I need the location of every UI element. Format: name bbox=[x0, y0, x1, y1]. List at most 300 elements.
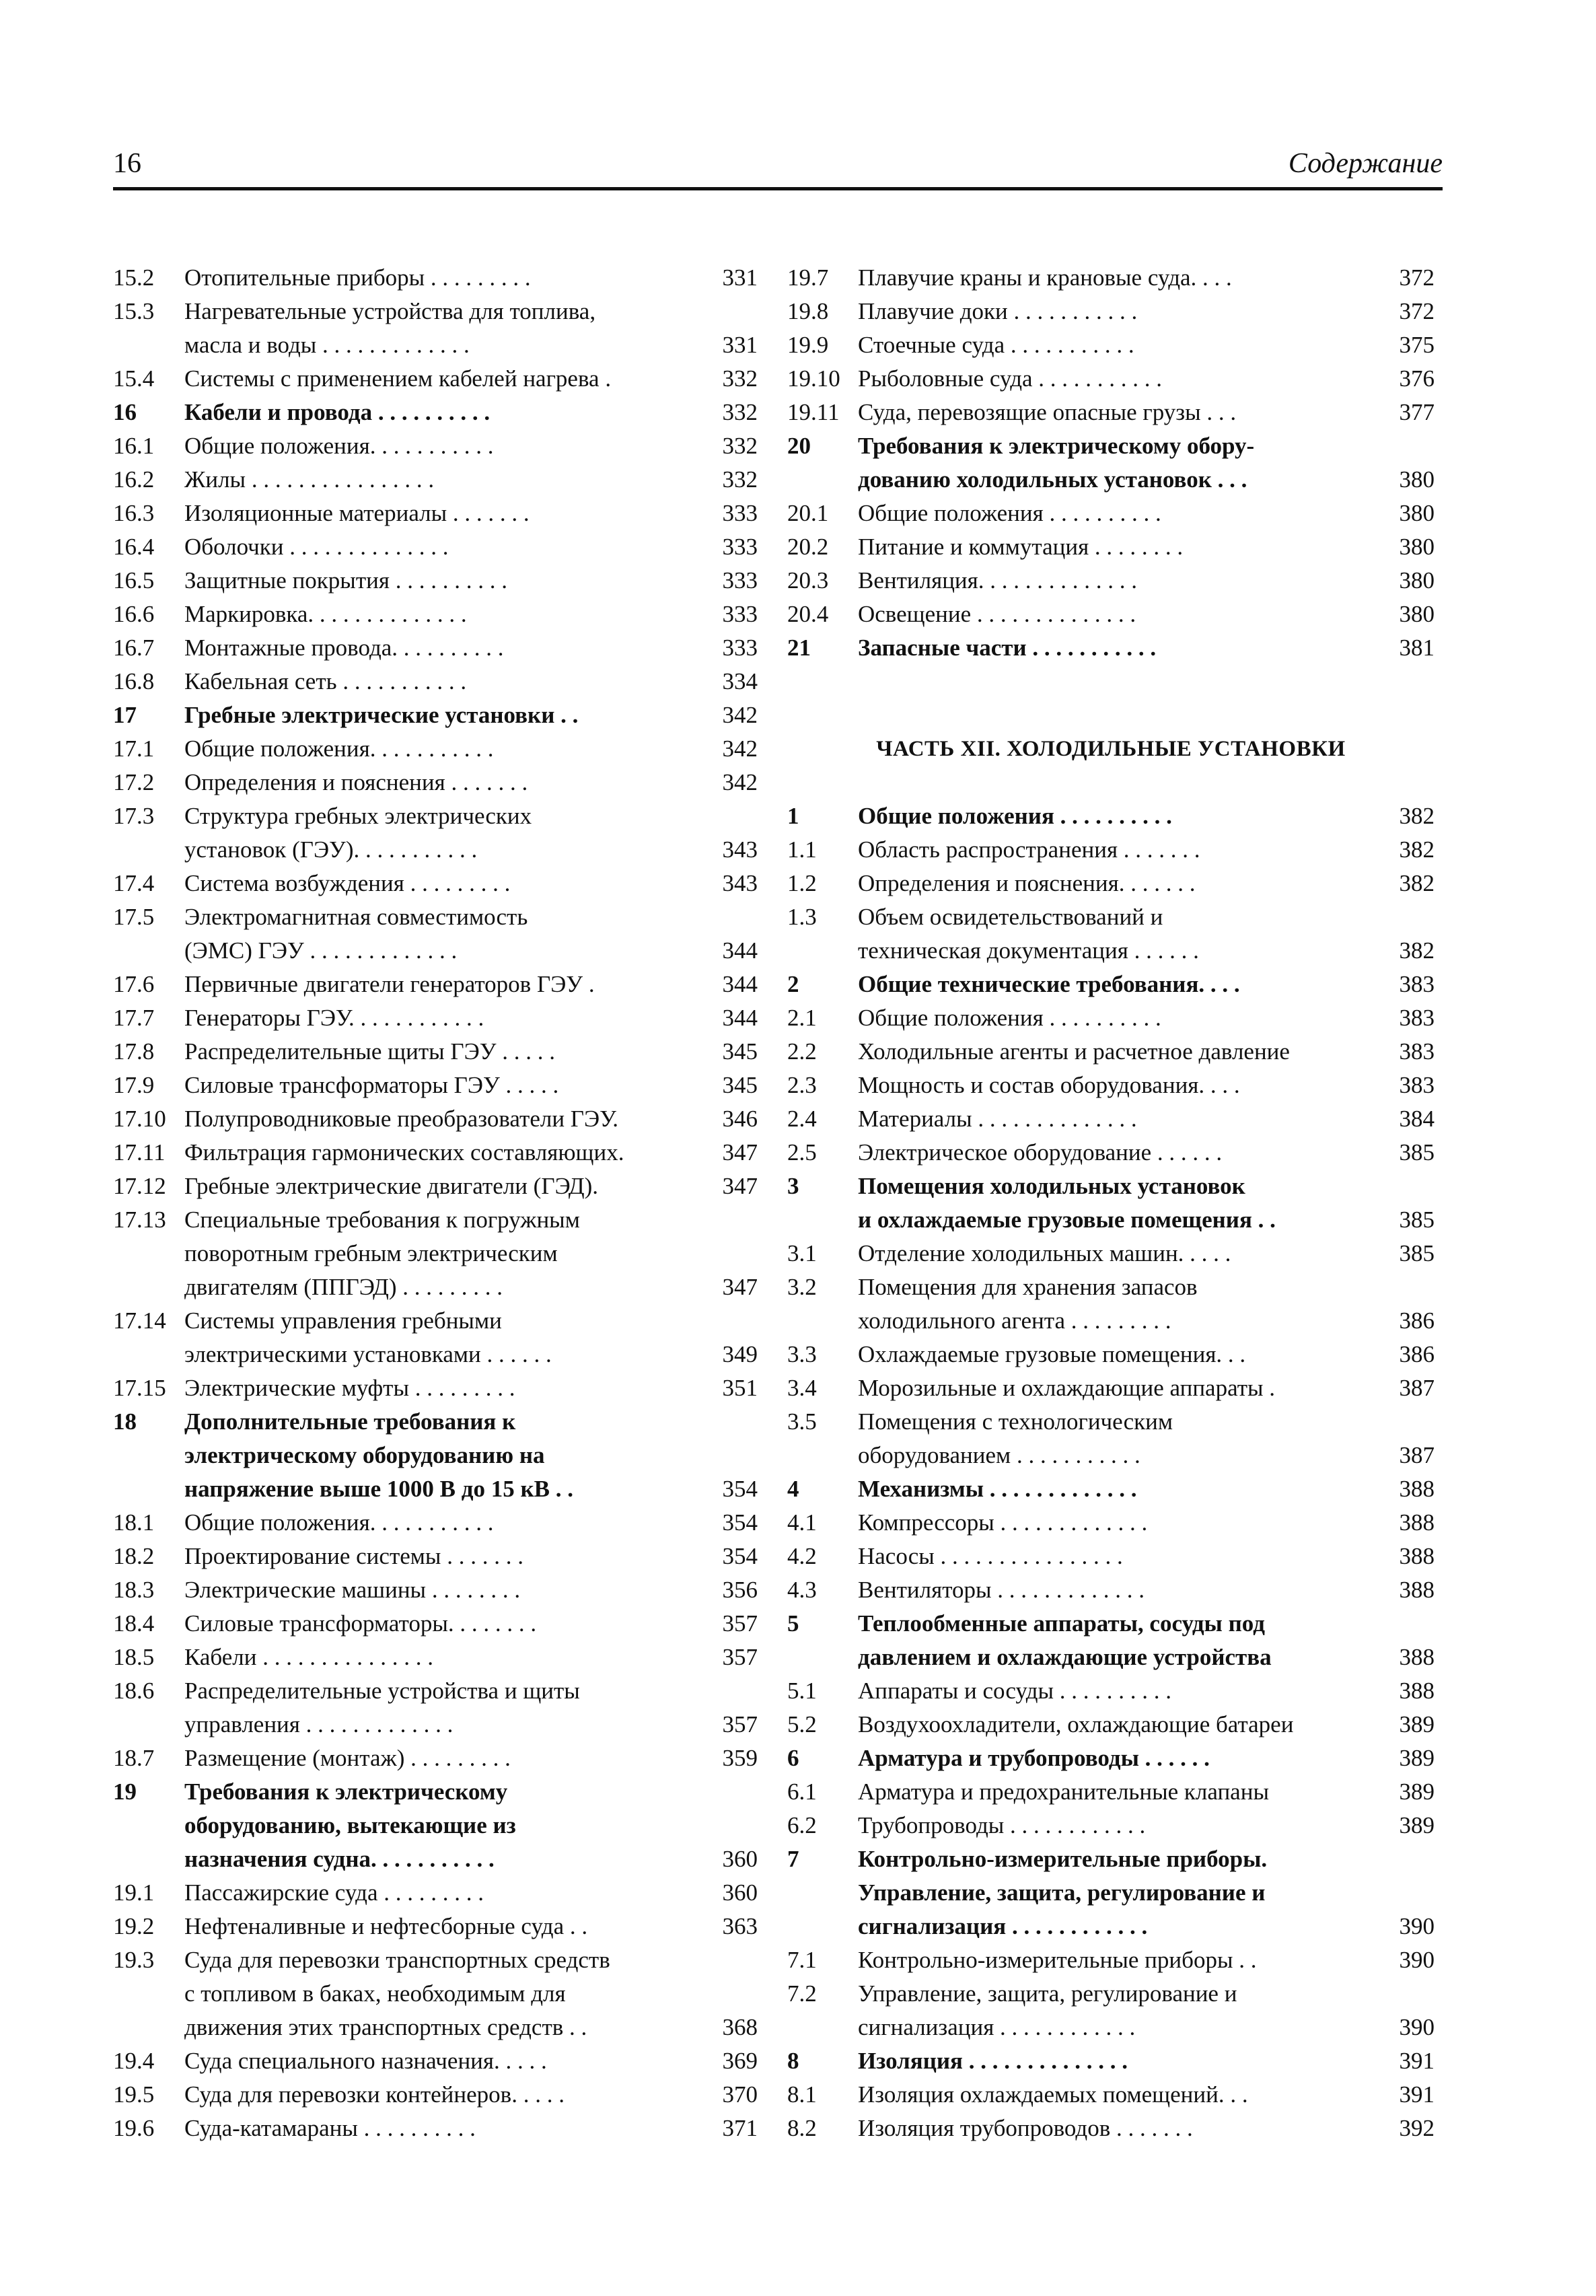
toc-entry bbox=[113, 867, 758, 900]
toc-entry-title: Изоляционные материалы . . . . . . . bbox=[184, 500, 530, 526]
toc-entry-title: Гребные электрические установки . . bbox=[184, 702, 579, 728]
toc-entry-page: 388 bbox=[1399, 1577, 1435, 1603]
toc-entry-title: Электрическое оборудование . . . . . . bbox=[858, 1139, 1223, 1165]
toc-entry-title: Охлаждаемые грузовые помещения. . . bbox=[858, 1341, 1246, 1367]
toc-entry-title: Изоляция трубопроводов . . . . . . . bbox=[858, 2115, 1193, 2141]
toc-entry-number: 19.5 bbox=[113, 2081, 155, 2108]
toc-entry bbox=[113, 1001, 758, 1035]
toc-entry-number: 16.1 bbox=[113, 433, 155, 459]
toc-entry-number: 3 bbox=[787, 1173, 799, 1199]
toc-entry bbox=[113, 1506, 758, 1540]
toc-entry-number: 16.3 bbox=[113, 500, 155, 526]
toc-entry-number: 19 bbox=[113, 1779, 137, 1805]
toc-entry-title: Дополнительные требования к электрическому оборудованию на напряжение выше 1000 В до 15 кВ . . bbox=[184, 1408, 573, 1502]
toc-entry bbox=[113, 1674, 758, 1742]
toc-entry-page: 346 bbox=[722, 1106, 758, 1132]
toc-entry bbox=[113, 2044, 758, 2078]
toc-entry-page: 333 bbox=[722, 601, 758, 627]
toc-entry-title: Монтажные провода. . . . . . . . . . bbox=[184, 635, 504, 661]
toc-entry bbox=[787, 598, 1435, 631]
toc-entry-page: 380 bbox=[1399, 534, 1435, 560]
toc-entry-title: Размещение (монтаж) . . . . . . . . . bbox=[184, 1745, 511, 1771]
toc-entry-number: 15.3 bbox=[113, 298, 155, 324]
toc-entry-title: Суда, перевозящие опасные грузы . . . bbox=[858, 399, 1237, 425]
toc-entry-page: 388 bbox=[1399, 1678, 1435, 1704]
toc-entry-number: 17.14 bbox=[113, 1307, 166, 1334]
toc-entry-title: Специальные требования к погружным поворотным гребным электрическим двигателям (ППГЭД) . . . . . . . . . bbox=[184, 1207, 580, 1300]
toc-entry-number: 2.2 bbox=[787, 1038, 817, 1065]
toc-entry-number: 17.5 bbox=[113, 904, 155, 930]
toc-entry-title: Кабельная сеть . . . . . . . . . . . bbox=[184, 668, 467, 694]
toc-entry-number: 17.9 bbox=[113, 1072, 155, 1098]
toc-entry bbox=[787, 1102, 1435, 1136]
toc-entry-page: 333 bbox=[722, 500, 758, 526]
toc-entry-number: 17.1 bbox=[113, 736, 155, 762]
toc-entry bbox=[113, 2078, 758, 2112]
toc-entry-number: 2.1 bbox=[787, 1005, 817, 1031]
toc-entry-page: 347 bbox=[722, 1139, 758, 1165]
toc-entry-page: 360 bbox=[722, 1846, 758, 1872]
toc-entry-page: 388 bbox=[1399, 1543, 1435, 1569]
toc-entry bbox=[787, 1237, 1435, 1270]
toc-entry-page: 344 bbox=[722, 1005, 758, 1031]
toc-entry-number: 18.5 bbox=[113, 1644, 155, 1670]
toc-entry-number: 17.13 bbox=[113, 1207, 166, 1233]
toc-entry bbox=[787, 631, 1435, 665]
toc-entry-number: 20.4 bbox=[787, 601, 829, 627]
toc-entry-number: 17.4 bbox=[113, 870, 155, 896]
toc-entry-title: Контрольно-измерительные приборы . . bbox=[858, 1947, 1257, 1973]
toc-entry-title: Рыболовные суда . . . . . . . . . . . bbox=[858, 365, 1163, 392]
toc-entry bbox=[113, 1742, 758, 1775]
toc-entry-number: 1.3 bbox=[787, 904, 817, 930]
toc-entry-title: Отделение холодильных машин. . . . . bbox=[858, 1240, 1231, 1266]
toc-entry-number: 19.10 bbox=[787, 365, 840, 392]
toc-entry-page: 387 bbox=[1399, 1442, 1435, 1468]
toc-entry bbox=[787, 1977, 1435, 2044]
toc-entry-page: 344 bbox=[722, 971, 758, 997]
toc-entry-title: Электрические муфты . . . . . . . . . bbox=[184, 1375, 515, 1401]
toc-entry-title: Силовые трансформаторы ГЭУ . . . . . bbox=[184, 1072, 559, 1098]
toc-entry bbox=[787, 1338, 1435, 1371]
toc-entry-page: 380 bbox=[1399, 601, 1435, 627]
toc-entry-title: Материалы . . . . . . . . . . . . . . bbox=[858, 1106, 1137, 1132]
toc-entry-title: Изоляция охлаждаемых помещений. . . bbox=[858, 2081, 1248, 2108]
toc-entry-number: 20.3 bbox=[787, 567, 829, 594]
toc-entry bbox=[787, 1708, 1435, 1742]
toc-entry-title: Изоляция . . . . . . . . . . . . . . bbox=[858, 2048, 1128, 2074]
toc-entry-title: Определения и пояснения . . . . . . . bbox=[184, 769, 528, 795]
toc-entry-title: Кабели и провода . . . . . . . . . . bbox=[184, 399, 491, 425]
toc-entry-number: 19.3 bbox=[113, 1947, 155, 1973]
toc-entry bbox=[113, 1170, 758, 1203]
toc-entry-title: Первичные двигатели генераторов ГЭУ . bbox=[184, 971, 595, 997]
page-number: 16 bbox=[113, 148, 141, 179]
toc-entry-title: Общие положения . . . . . . . . . . bbox=[858, 1005, 1161, 1031]
toc-entry-number: 15.2 bbox=[113, 264, 155, 291]
toc-entry-number: 2 bbox=[787, 971, 799, 997]
toc-entry bbox=[113, 295, 758, 362]
toc-entry-title: Суда для перевозки транспортных средств с топливом в баках, необходимым для движения этих транспортных средств . . bbox=[184, 1947, 610, 2040]
toc-entry-number: 3.5 bbox=[787, 1408, 817, 1435]
toc-entry-number: 17.6 bbox=[113, 971, 155, 997]
toc-entry bbox=[787, 1405, 1435, 1472]
toc-entry-page: 343 bbox=[722, 870, 758, 896]
toc-entry-number: 19.9 bbox=[787, 332, 829, 358]
toc-entry-number: 5 bbox=[787, 1610, 799, 1637]
toc-entry bbox=[787, 2078, 1435, 2112]
toc-entry-page: 332 bbox=[722, 365, 758, 392]
toc-entry-title: Морозильные и охлаждающие аппараты . bbox=[858, 1375, 1276, 1401]
toc-entry-title: Требования к электрическому оборудованию, вытекающие из назначения судна. . . . . . . . . . . bbox=[184, 1779, 516, 1872]
toc-entry-page: 332 bbox=[722, 466, 758, 493]
toc-entry-page: 371 bbox=[722, 2115, 758, 2141]
toc-entry-title: Системы с применением кабелей нагрева . bbox=[184, 365, 612, 392]
toc-entry-number: 7.2 bbox=[787, 1980, 817, 2007]
toc-entry-number: 19.11 bbox=[787, 399, 840, 425]
toc-entry-page: 386 bbox=[1399, 1307, 1435, 1334]
toc-entry-page: 345 bbox=[722, 1038, 758, 1065]
toc-entry-number: 17.3 bbox=[113, 803, 155, 829]
toc-entry-page: 387 bbox=[1399, 1375, 1435, 1401]
toc-entry bbox=[113, 1943, 758, 2044]
toc-entry bbox=[113, 631, 758, 665]
toc-entry-page: 382 bbox=[1399, 937, 1435, 964]
toc-entry-title: Насосы . . . . . . . . . . . . . . . . bbox=[858, 1543, 1123, 1569]
toc-entry-page: 380 bbox=[1399, 466, 1435, 493]
toc-entry-page: 391 bbox=[1399, 2048, 1435, 2074]
toc-entry bbox=[787, 1573, 1435, 1607]
toc-entry-page: 377 bbox=[1399, 399, 1435, 425]
toc-entry-title: Управление, защита, регулирование и сигнализация . . . . . . . . . . . . bbox=[858, 1980, 1237, 2040]
toc-entry-title: Общие положения . . . . . . . . . . bbox=[858, 803, 1172, 829]
toc-entry-page: 383 bbox=[1399, 1005, 1435, 1031]
toc-entry-page: 370 bbox=[722, 2081, 758, 2108]
toc-entry-number: 19.4 bbox=[113, 2048, 155, 2074]
toc-entry-title: Трубопроводы . . . . . . . . . . . . bbox=[858, 1812, 1146, 1838]
toc-entry bbox=[787, 867, 1435, 900]
toc-entry bbox=[787, 1842, 1435, 1943]
toc-entry bbox=[787, 1069, 1435, 1102]
toc-entry-title: Требования к электрическому обору- дованию холодильных установок . . . bbox=[858, 433, 1255, 493]
toc-entry bbox=[113, 799, 758, 867]
toc-entry-page: 389 bbox=[1399, 1745, 1435, 1771]
toc-entry-page: 343 bbox=[722, 836, 758, 863]
toc-entry-number: 16.5 bbox=[113, 567, 155, 594]
toc-entry-title: Мощность и состав оборудования. . . . bbox=[858, 1072, 1240, 1098]
toc-entry bbox=[113, 1641, 758, 1674]
toc-entry-title: Жилы . . . . . . . . . . . . . . . . bbox=[184, 466, 435, 493]
toc-entry-number: 20.2 bbox=[787, 534, 829, 560]
toc-entry bbox=[787, 564, 1435, 598]
toc-entry bbox=[113, 900, 758, 968]
toc-entry-page: 388 bbox=[1399, 1476, 1435, 1502]
toc-entry bbox=[113, 1371, 758, 1405]
toc-entry-page: 356 bbox=[722, 1577, 758, 1603]
toc-entry-page: 386 bbox=[1399, 1341, 1435, 1367]
toc-entry-number: 5.2 bbox=[787, 1711, 817, 1737]
toc-entry-page: 383 bbox=[1399, 1072, 1435, 1098]
toc-entry bbox=[113, 1405, 758, 1506]
toc-entry-page: 372 bbox=[1399, 264, 1435, 291]
toc-entry-page: 334 bbox=[722, 668, 758, 694]
toc-entry-number: 3.2 bbox=[787, 1274, 817, 1300]
toc-entry-number: 3.3 bbox=[787, 1341, 817, 1367]
toc-entry bbox=[787, 1540, 1435, 1573]
toc-entry bbox=[113, 1102, 758, 1136]
toc-entry bbox=[113, 665, 758, 698]
toc-entry-number: 16.8 bbox=[113, 668, 155, 694]
toc-entry-number: 19.6 bbox=[113, 2115, 155, 2141]
toc-entry bbox=[787, 1674, 1435, 1708]
toc-entry-page: 389 bbox=[1399, 1812, 1435, 1838]
toc-entry bbox=[787, 900, 1435, 968]
toc-entry-number: 1 bbox=[787, 803, 799, 829]
toc-entry bbox=[787, 429, 1435, 497]
toc-entry bbox=[787, 1170, 1435, 1237]
toc-entry-number: 16 bbox=[113, 399, 137, 425]
toc-entry-title: Общие положения. . . . . . . . . . . bbox=[184, 736, 494, 762]
toc-entry-page: 391 bbox=[1399, 2081, 1435, 2108]
toc-entry bbox=[787, 1607, 1435, 1674]
toc-entry-number: 1.2 bbox=[787, 870, 817, 896]
toc-right-top bbox=[787, 261, 1435, 665]
toc-entry-page: 333 bbox=[722, 534, 758, 560]
toc-entry-title: Общие положения. . . . . . . . . . . bbox=[184, 1509, 494, 1536]
toc-entry-page: 331 bbox=[722, 264, 758, 291]
toc-entry-title: Арматура и предохранительные клапаны bbox=[858, 1779, 1269, 1805]
toc-entry bbox=[113, 2112, 758, 2145]
toc-entry bbox=[787, 497, 1435, 530]
toc-entry-page: 331 bbox=[722, 332, 758, 358]
toc-entry-number: 17.8 bbox=[113, 1038, 155, 1065]
toc-entry-number: 17.12 bbox=[113, 1173, 166, 1199]
toc-entry-title: Суда-катамараны . . . . . . . . . . bbox=[184, 2115, 476, 2141]
toc-entry-page: 354 bbox=[722, 1543, 758, 1569]
running-title: Содержание bbox=[1288, 148, 1443, 179]
toc-entry-page: 390 bbox=[1399, 2014, 1435, 2040]
toc-entry-page: 382 bbox=[1399, 803, 1435, 829]
toc-entry-page: 369 bbox=[722, 2048, 758, 2074]
toc-entry-number: 7 bbox=[787, 1846, 799, 1872]
toc-entry bbox=[113, 1069, 758, 1102]
toc-entry bbox=[113, 564, 758, 598]
toc-entry-number: 16.7 bbox=[113, 635, 155, 661]
toc-entry-page: 384 bbox=[1399, 1106, 1435, 1132]
toc-entry bbox=[787, 295, 1435, 328]
toc-entry-number: 7.1 bbox=[787, 1947, 817, 1973]
toc-entry bbox=[113, 497, 758, 530]
toc-entry-number: 16.6 bbox=[113, 601, 155, 627]
toc-entry bbox=[787, 261, 1435, 295]
toc-entry bbox=[113, 396, 758, 429]
toc-entry-title: Холодильные агенты и расчетное давление bbox=[858, 1038, 1290, 1065]
toc-entry-page: 380 bbox=[1399, 500, 1435, 526]
toc-entry-title: Общие положения . . . . . . . . . . bbox=[858, 500, 1161, 526]
toc-entry-title: Распределительные устройства и щиты управления . . . . . . . . . . . . . bbox=[184, 1678, 580, 1737]
toc-entry bbox=[787, 1742, 1435, 1775]
toc-entry bbox=[787, 1371, 1435, 1405]
toc-entry-number: 18.1 bbox=[113, 1509, 155, 1536]
toc-entry bbox=[113, 1876, 758, 1910]
toc-entry-page: 363 bbox=[722, 1913, 758, 1939]
toc-entry-page: 342 bbox=[722, 702, 758, 728]
toc-entry-page: 357 bbox=[722, 1644, 758, 1670]
toc-entry-number: 4.2 bbox=[787, 1543, 817, 1569]
toc-entry-number: 17.7 bbox=[113, 1005, 155, 1031]
toc-entry-title: Объем освидетельствований и техническая документация . . . . . . bbox=[858, 904, 1199, 964]
toc-entry-title: Область распространения . . . . . . . bbox=[858, 836, 1200, 863]
toc-entry-number: 6 bbox=[787, 1745, 799, 1771]
toc-entry-title: Общие технические требования. . . . bbox=[858, 971, 1240, 997]
toc-entry-page: 372 bbox=[1399, 298, 1435, 324]
toc-entry-title: Электромагнитная совместимость (ЭМС) ГЭУ . . . . . . . . . . . . . bbox=[184, 904, 528, 964]
toc-entry-number: 18.7 bbox=[113, 1745, 155, 1771]
toc-entry-title: Помещения холодильных установок и охлаждаемые грузовые помещения . . bbox=[858, 1173, 1276, 1233]
part-heading: ЧАСТЬ XII. ХОЛОДИЛЬНЫЕ УСТАНОВКИ bbox=[876, 737, 1346, 761]
toc-entry-title: Вентиляторы . . . . . . . . . . . . . bbox=[858, 1577, 1145, 1603]
toc-entry bbox=[787, 2044, 1435, 2078]
toc-entry-title: Защитные покрытия . . . . . . . . . . bbox=[184, 567, 507, 594]
toc-entry-title: Воздухоохладители, охлаждающие батареи bbox=[858, 1711, 1294, 1737]
toc-entry-title: Проектирование системы . . . . . . . bbox=[184, 1543, 523, 1569]
toc-entry bbox=[113, 261, 758, 295]
toc-entry bbox=[113, 1607, 758, 1641]
toc-entry-page: 357 bbox=[722, 1711, 758, 1737]
toc-entry-number: 2.5 bbox=[787, 1139, 817, 1165]
toc-entry bbox=[787, 799, 1435, 833]
toc-entry-title: Полупроводниковые преобразователи ГЭУ. bbox=[184, 1106, 618, 1132]
toc-entry-number: 18.4 bbox=[113, 1610, 155, 1637]
toc-entry-page: 376 bbox=[1399, 365, 1435, 392]
toc-entry-title: Кабели . . . . . . . . . . . . . . . bbox=[184, 1644, 433, 1670]
toc-entry-page: 389 bbox=[1399, 1779, 1435, 1805]
toc-entry-number: 2.3 bbox=[787, 1072, 817, 1098]
toc-right-column bbox=[787, 261, 1435, 2145]
toc-entry-number: 17.15 bbox=[113, 1375, 166, 1401]
toc-entry-title: Арматура и трубопроводы . . . . . . bbox=[858, 1745, 1210, 1771]
toc-entry-title: Вентиляция. . . . . . . . . . . . . . bbox=[858, 567, 1138, 594]
toc-entry-title: Структура гребных электрических установок (ГЭУ). . . . . . . . . . . bbox=[184, 803, 532, 863]
toc-entry-title: Помещения для хранения запасов холодильного агента . . . . . . . . . bbox=[858, 1274, 1198, 1334]
toc-entry bbox=[113, 1910, 758, 1943]
toc-entry-page: 382 bbox=[1399, 836, 1435, 863]
toc-entry-page: 388 bbox=[1399, 1509, 1435, 1536]
toc-entry-page: 332 bbox=[722, 433, 758, 459]
toc-entry bbox=[787, 1270, 1435, 1338]
toc-entry-title: Электрические машины . . . . . . . . bbox=[184, 1577, 521, 1603]
toc-entry bbox=[787, 1506, 1435, 1540]
toc-entry-title: Плавучие краны и крановые суда. . . . bbox=[858, 264, 1232, 291]
toc-entry bbox=[113, 732, 758, 766]
toc-entry bbox=[113, 463, 758, 497]
toc-entry bbox=[787, 2112, 1435, 2145]
toc-entry-page: 375 bbox=[1399, 332, 1435, 358]
toc-entry-page: 388 bbox=[1399, 1644, 1435, 1670]
toc-entry-page: 332 bbox=[722, 399, 758, 425]
toc-entry-title: Фильтрация гармонических составляющих. bbox=[184, 1139, 624, 1165]
toc-entry-page: 383 bbox=[1399, 971, 1435, 997]
toc-entry-number: 2.4 bbox=[787, 1106, 817, 1132]
toc-entry-number: 16.4 bbox=[113, 534, 155, 560]
toc-entry-title: Силовые трансформаторы. . . . . . . . bbox=[184, 1610, 537, 1637]
toc-entry bbox=[113, 1136, 758, 1170]
toc-entry-page: 382 bbox=[1399, 870, 1435, 896]
toc-entry-page: 333 bbox=[722, 635, 758, 661]
toc-entry-number: 4.3 bbox=[787, 1577, 817, 1603]
toc-entry-page: 342 bbox=[722, 736, 758, 762]
toc-entry-title: Освещение . . . . . . . . . . . . . . bbox=[858, 601, 1136, 627]
toc-entry-number: 6.1 bbox=[787, 1779, 817, 1805]
toc-entry-title: Отопительные приборы . . . . . . . . . bbox=[184, 264, 531, 291]
toc-entry bbox=[113, 362, 758, 396]
toc-entry-title: Системы управления гребными электрическими установками . . . . . . bbox=[184, 1307, 552, 1367]
toc-entry-title: Механизмы . . . . . . . . . . . . . bbox=[858, 1476, 1137, 1502]
toc-entry-title: Нагревательные устройства для топлива, масла и воды . . . . . . . . . . . . . bbox=[184, 298, 596, 358]
toc-entry-page: 345 bbox=[722, 1072, 758, 1098]
toc-entry bbox=[787, 833, 1435, 867]
toc-entry-page: 344 bbox=[722, 937, 758, 964]
toc-entry-title: Распределительные щиты ГЭУ . . . . . bbox=[184, 1038, 556, 1065]
toc-entry-number: 6.2 bbox=[787, 1812, 817, 1838]
toc-entry bbox=[787, 396, 1435, 429]
toc-entry-number: 3.4 bbox=[787, 1375, 817, 1401]
toc-entry-title: Контрольно-измерительные приборы. Управление, защита, регулирование и сигнализация . . . . . . . . . . . . bbox=[858, 1846, 1268, 1939]
toc-entry-title: Нефтеналивные и нефтесборные суда . . bbox=[184, 1913, 588, 1939]
toc-entry-number: 19.7 bbox=[787, 264, 829, 291]
toc-entry-title: Генераторы ГЭУ. . . . . . . . . . . . bbox=[184, 1005, 484, 1031]
toc-entry-page: 360 bbox=[722, 1879, 758, 1906]
toc-entry-title: Суда специального назначения. . . . . bbox=[184, 2048, 547, 2074]
toc-entry bbox=[787, 1001, 1435, 1035]
toc-entry-number: 20.1 bbox=[787, 500, 829, 526]
toc-entry-number: 17.2 bbox=[113, 769, 155, 795]
toc-entry-number: 21 bbox=[787, 635, 811, 661]
toc-entry bbox=[787, 1943, 1435, 1977]
toc-entry-page: 385 bbox=[1399, 1207, 1435, 1233]
toc-entry-title: Запасные части . . . . . . . . . . . bbox=[858, 635, 1157, 661]
toc-entry-number: 8.1 bbox=[787, 2081, 817, 2108]
toc-entry-page: 390 bbox=[1399, 1913, 1435, 1939]
toc-entry-page: 381 bbox=[1399, 635, 1435, 661]
toc-entry bbox=[113, 968, 758, 1001]
toc-entry-page: 368 bbox=[722, 2014, 758, 2040]
toc-entry-title: Гребные электрические двигатели (ГЭД). bbox=[184, 1173, 599, 1199]
toc-entry-number: 1.1 bbox=[787, 836, 817, 863]
toc-entry bbox=[787, 1472, 1435, 1506]
toc-entry-page: 380 bbox=[1399, 567, 1435, 594]
toc-entry-page: 392 bbox=[1399, 2115, 1435, 2141]
toc-entry-title: Определения и пояснения. . . . . . . bbox=[858, 870, 1196, 896]
toc-entry-page: 351 bbox=[722, 1375, 758, 1401]
toc-entry bbox=[787, 362, 1435, 396]
toc-entry-title: Суда для перевозки контейнеров. . . . . bbox=[184, 2081, 565, 2108]
toc-entry-number: 18.3 bbox=[113, 1577, 155, 1603]
toc-entry-number: 8 bbox=[787, 2048, 799, 2074]
toc-entry-title: Теплообменные аппараты, сосуды под давлением и охлаждающие устройства bbox=[858, 1610, 1272, 1670]
toc-entry bbox=[787, 1136, 1435, 1170]
toc-entry-title: Система возбуждения . . . . . . . . . bbox=[184, 870, 511, 896]
toc-left-column bbox=[113, 261, 758, 2145]
toc-entry-title: Компрессоры . . . . . . . . . . . . . bbox=[858, 1509, 1148, 1536]
toc-entry bbox=[113, 1573, 758, 1607]
toc-entry-title: Общие положения. . . . . . . . . . . bbox=[184, 433, 494, 459]
toc-entry bbox=[113, 598, 758, 631]
toc-entry-page: 383 bbox=[1399, 1038, 1435, 1065]
toc-entry-title: Питание и коммутация . . . . . . . . bbox=[858, 534, 1184, 560]
toc-entry-page: 357 bbox=[722, 1610, 758, 1637]
toc-entry-page: 342 bbox=[722, 769, 758, 795]
